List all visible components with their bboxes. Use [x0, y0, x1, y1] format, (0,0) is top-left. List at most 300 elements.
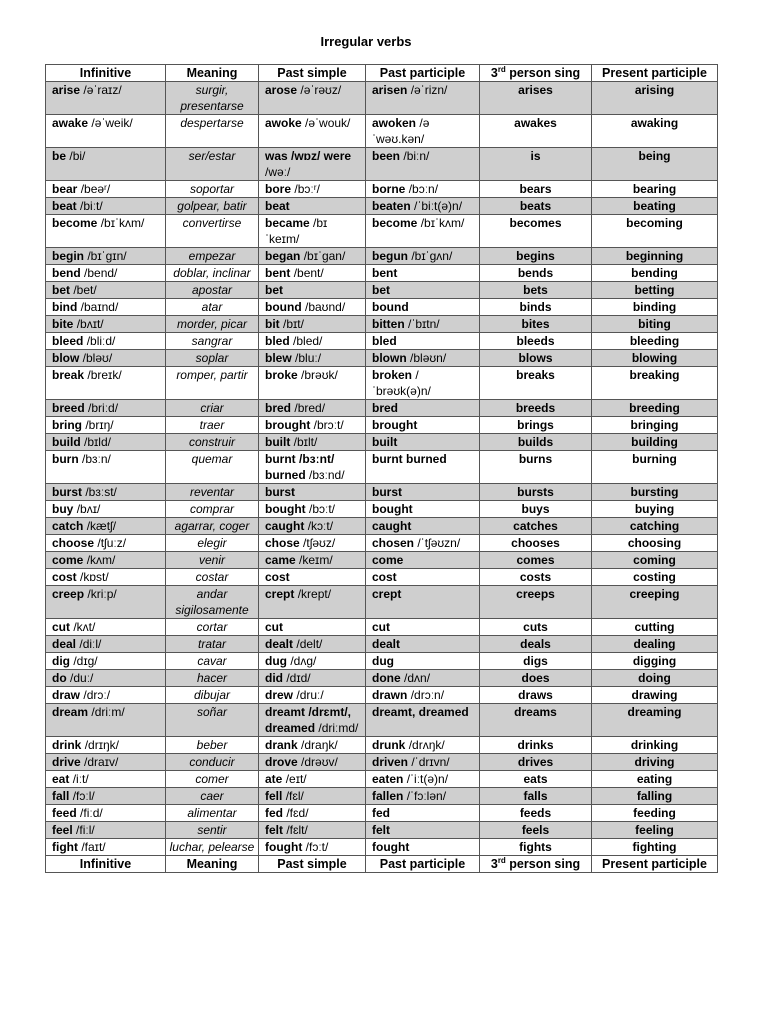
table-row — [46, 417, 718, 434]
infinitive-word: burn — [52, 452, 79, 466]
infinitive-word: choose — [52, 536, 95, 550]
infinitive-word: drink — [52, 738, 82, 752]
meaning-text: quemar — [191, 452, 233, 466]
past-simple-phonetic: /bent/ — [293, 266, 324, 280]
third-person-text: awakes — [514, 116, 557, 130]
infinitive-word: buy — [52, 502, 74, 516]
footer-infinitive: Infinitive — [46, 856, 166, 873]
infinitive-phonetic: /draɪv/ — [84, 755, 119, 769]
cell-meaning — [166, 350, 259, 367]
cell-present-participle — [592, 215, 718, 248]
infinitive-phonetic: /kʌt/ — [73, 620, 96, 634]
cell-past-participle — [366, 535, 480, 552]
cell-meaning — [166, 198, 259, 215]
cell-past-simple — [259, 148, 366, 181]
meaning-text: comprar — [189, 502, 234, 516]
past-participle-word: arisen — [372, 83, 408, 97]
cell-meaning — [166, 805, 259, 822]
present-participle-text: awaking — [630, 116, 679, 130]
cell-meaning — [166, 737, 259, 754]
past-simple-word: came — [265, 553, 296, 567]
past-simple-word: cut — [265, 620, 283, 634]
past-participle-word: bitten — [372, 317, 405, 331]
infinitive-word: breed — [52, 401, 85, 415]
cell-third-person — [480, 754, 592, 771]
cell-past-participle — [366, 115, 480, 148]
cell-infinitive — [46, 299, 166, 316]
third-person-text: comes — [516, 553, 555, 567]
infinitive-word: arise — [52, 83, 81, 97]
cell-past-participle — [366, 619, 480, 636]
present-participle-text: biting — [638, 317, 671, 331]
infinitive-word: cut — [52, 620, 70, 634]
past-simple-word: bore — [265, 182, 292, 196]
past-simple-word: built — [265, 435, 291, 449]
infinitive-word: do — [52, 671, 67, 685]
past-participle-word: dreamt, dreamed — [372, 705, 469, 719]
past-simple-phonetic: /fɛd/ — [286, 806, 309, 820]
present-participle-text: choosing — [627, 536, 682, 550]
past-participle-word: come — [372, 553, 404, 567]
cell-infinitive — [46, 839, 166, 856]
past-participle-phonetic: /bləʊn/ — [410, 351, 447, 365]
table-row — [46, 704, 718, 737]
present-participle-text: bearing — [632, 182, 677, 196]
cell-present-participle — [592, 805, 718, 822]
cell-meaning — [166, 451, 259, 484]
meaning-text: criar — [200, 401, 224, 415]
meaning-text: apostar — [191, 283, 233, 297]
cell-present-participle — [592, 501, 718, 518]
third-person-text: blows — [518, 351, 553, 365]
cell-meaning — [166, 653, 259, 670]
past-simple-word: fell — [265, 789, 283, 803]
past-participle-phonetic: /ˈtʃəʊzn/ — [417, 536, 461, 550]
past-simple-phonetic: /bɔːʳ/ — [294, 182, 320, 196]
table-row — [46, 839, 718, 856]
present-participle-text: driving — [634, 755, 675, 769]
table-row — [46, 215, 718, 248]
meaning-text: despertarse — [180, 116, 244, 130]
cell-third-person — [480, 115, 592, 148]
cell-infinitive — [46, 434, 166, 451]
cell-meaning — [166, 619, 259, 636]
past-simple-phonetic: /əˈwouk/ — [305, 116, 351, 130]
present-participle-text: bringing — [630, 418, 679, 432]
present-participle-text: dreaming — [627, 705, 682, 719]
past-simple-word: chose — [265, 536, 300, 550]
past-participle-word: burnt burned — [372, 452, 447, 466]
infinitive-word: feel — [52, 823, 73, 837]
table-row — [46, 451, 718, 484]
past-simple-word: dealt — [265, 637, 294, 651]
table-row — [46, 586, 718, 619]
cell-past-simple — [259, 248, 366, 265]
infinitive-phonetic: /iːt/ — [72, 772, 89, 786]
cell-meaning — [166, 181, 259, 198]
meaning-text: comer — [195, 772, 229, 786]
past-participle-word: felt — [372, 823, 390, 837]
infinitive-phonetic: /bɜːst/ — [85, 485, 117, 499]
cell-past-participle — [366, 333, 480, 350]
cell-past-simple — [259, 451, 366, 484]
past-simple-phonetic: /əˈrəʊz/ — [300, 83, 342, 97]
cell-past-simple — [259, 82, 366, 115]
present-participle-text: bleeding — [629, 334, 680, 348]
infinitive-phonetic: /baɪnd/ — [80, 300, 119, 314]
past-simple-phonetic: /fɔːt/ — [305, 840, 329, 854]
infinitive-phonetic: /kætʃ/ — [86, 519, 117, 533]
cell-infinitive — [46, 636, 166, 653]
meaning-text: cavar — [197, 654, 227, 668]
cell-meaning — [166, 248, 259, 265]
past-simple-word: cost — [265, 570, 290, 584]
past-participle-word: fought — [372, 840, 410, 854]
cell-infinitive — [46, 265, 166, 282]
past-participle-word: crept — [372, 587, 402, 601]
third-person-text: drives — [517, 755, 554, 769]
infinitive-word: feed — [52, 806, 77, 820]
past-simple-word: beat — [265, 199, 290, 213]
present-participle-text: burning — [632, 452, 677, 466]
infinitive-phonetic: /fiːl/ — [76, 823, 95, 837]
cell-past-simple — [259, 619, 366, 636]
table-row — [46, 333, 718, 350]
past-simple-phonetic: /delt/ — [296, 637, 323, 651]
cell-present-participle — [592, 82, 718, 115]
present-participle-text: arising — [634, 83, 675, 97]
cell-infinitive — [46, 619, 166, 636]
cell-past-participle — [366, 501, 480, 518]
infinitive-phonetic: /bet/ — [73, 283, 97, 297]
past-participle-word: bound — [372, 300, 409, 314]
cell-meaning — [166, 754, 259, 771]
cell-past-participle — [366, 451, 480, 484]
infinitive-phonetic: /beəʳ/ — [80, 182, 111, 196]
meaning-text: soplar — [195, 351, 229, 365]
past-participle-word: broken — [372, 368, 413, 382]
past-participle-word: brought — [372, 418, 418, 432]
cell-present-participle — [592, 653, 718, 670]
third-person-text: costs — [519, 570, 552, 584]
past-simple-word: fought — [265, 840, 303, 854]
infinitive-word: cost — [52, 570, 77, 584]
infinitive-phonetic: /bɪˈkʌm/ — [100, 216, 145, 230]
table-header-row — [46, 65, 718, 82]
cell-infinitive — [46, 704, 166, 737]
past-participle-word: borne — [372, 182, 406, 196]
meaning-text: caer — [200, 789, 224, 803]
cell-past-participle — [366, 839, 480, 856]
past-participle-word: bought — [372, 502, 413, 516]
cell-third-person — [480, 248, 592, 265]
infinitive-phonetic: /fɔːl/ — [72, 789, 95, 803]
cell-third-person — [480, 653, 592, 670]
cell-present-participle — [592, 148, 718, 181]
cell-past-simple — [259, 822, 366, 839]
cell-past-simple — [259, 367, 366, 400]
cell-past-participle — [366, 518, 480, 535]
cell-infinitive — [46, 501, 166, 518]
infinitive-word: creep — [52, 587, 85, 601]
cell-third-person — [480, 350, 592, 367]
infinitive-word: bind — [52, 300, 78, 314]
cell-past-simple — [259, 316, 366, 333]
past-simple-word: broke — [265, 368, 298, 382]
meaning-text: luchar, pelearse — [169, 840, 255, 854]
third-person-text: bends — [517, 266, 554, 280]
cell-present-participle — [592, 248, 718, 265]
past-participle-phonetic: /əˈwəʊ.kən/ — [372, 116, 430, 146]
infinitive-phonetic: /bʌɪt/ — [76, 317, 104, 331]
present-participle-text: beginning — [625, 249, 684, 263]
table-row — [46, 737, 718, 754]
past-simple-word: did — [265, 671, 283, 685]
cell-past-simple — [259, 400, 366, 417]
cell-past-participle — [366, 82, 480, 115]
cell-infinitive — [46, 316, 166, 333]
infinitive-phonetic: /dɪg/ — [73, 654, 98, 668]
infinitive-word: become — [52, 216, 98, 230]
present-participle-text: bending — [631, 266, 678, 280]
cell-infinitive — [46, 282, 166, 299]
cell-meaning — [166, 771, 259, 788]
cell-present-participle — [592, 535, 718, 552]
cell-present-participle — [592, 670, 718, 687]
third-person-text: bets — [523, 283, 548, 297]
present-participle-text: bursting — [630, 485, 679, 499]
table-row — [46, 316, 718, 333]
past-participle-word: chosen — [372, 536, 415, 550]
table-row — [46, 670, 718, 687]
cell-infinitive — [46, 653, 166, 670]
third-person-text: builds — [517, 435, 554, 449]
infinitive-phonetic: /bləʊ/ — [82, 351, 113, 365]
table-row — [46, 518, 718, 535]
cell-present-participle — [592, 400, 718, 417]
third-person-text: draws — [518, 688, 553, 702]
infinitive-word: bring — [52, 418, 82, 432]
present-participle-text: costing — [633, 570, 676, 584]
cell-past-participle — [366, 704, 480, 737]
cell-past-simple — [259, 737, 366, 754]
third-person-text: feeds — [519, 806, 552, 820]
past-simple-word: bet — [265, 283, 283, 297]
past-simple-word: burst — [265, 485, 295, 499]
meaning-text: elegir — [197, 536, 227, 550]
table-row — [46, 501, 718, 518]
meaning-text: sentir — [197, 823, 227, 837]
infinitive-phonetic: /bend/ — [84, 266, 118, 280]
cell-past-simple — [259, 198, 366, 215]
present-participle-text: digging — [632, 654, 677, 668]
past-simple-word: bit — [265, 317, 280, 331]
past-participle-word: drawn — [372, 688, 408, 702]
cell-present-participle — [592, 333, 718, 350]
present-participle-text: binding — [632, 300, 677, 314]
present-participle-text: coming — [633, 553, 676, 567]
cell-past-participle — [366, 148, 480, 181]
infinitive-word: awake — [52, 116, 89, 130]
cell-past-participle — [366, 805, 480, 822]
cell-past-participle — [366, 350, 480, 367]
cell-meaning — [166, 316, 259, 333]
cell-meaning — [166, 333, 259, 350]
meaning-text: andar sigilosamente — [175, 587, 249, 617]
cell-infinitive — [46, 400, 166, 417]
present-participle-text: being — [638, 149, 671, 163]
cell-meaning — [166, 501, 259, 518]
meaning-text: reventar — [189, 485, 235, 499]
cell-present-participle — [592, 822, 718, 839]
cell-past-simple — [259, 535, 366, 552]
past-simple-word: brought — [265, 418, 311, 432]
third-person-text: bears — [519, 182, 552, 196]
cell-third-person — [480, 586, 592, 619]
infinitive-word: fight — [52, 840, 78, 854]
irregular-verbs-table — [45, 64, 718, 873]
cell-past-simple — [259, 569, 366, 586]
cell-present-participle — [592, 771, 718, 788]
past-participle-word: begun — [372, 249, 408, 263]
cell-past-simple — [259, 805, 366, 822]
past-participle-word: bent — [372, 266, 398, 280]
cell-third-person — [480, 299, 592, 316]
past-simple-word: crept — [265, 587, 295, 601]
cell-infinitive — [46, 417, 166, 434]
header-third-person-text: person sing — [505, 66, 581, 80]
infinitive-word: begin — [52, 249, 84, 263]
footer-third-person-text: person sing — [505, 857, 581, 871]
header-present-participle: Present participle — [592, 65, 718, 82]
cell-present-participle — [592, 265, 718, 282]
infinitive-phonetic: /bliːd/ — [86, 334, 116, 348]
cell-meaning — [166, 115, 259, 148]
table-row — [46, 771, 718, 788]
third-person-text: breeds — [515, 401, 556, 415]
cell-past-participle — [366, 367, 480, 400]
past-simple-phonetic: /bled/ — [293, 334, 323, 348]
table-row — [46, 653, 718, 670]
past-participle-word: dealt — [372, 637, 401, 651]
meaning-text: convertirse — [182, 216, 242, 230]
cell-third-person — [480, 215, 592, 248]
cell-third-person — [480, 484, 592, 501]
cell-present-participle — [592, 569, 718, 586]
header-third-person-num: 3 — [490, 66, 498, 80]
past-simple-phonetic: /druː/ — [296, 688, 324, 702]
footer-past-simple: Past simple — [259, 856, 366, 873]
meaning-text: agarrar, coger — [174, 519, 250, 533]
infinitive-phonetic: /driːm/ — [91, 705, 125, 719]
third-person-text: drinks — [517, 738, 554, 752]
cell-third-person — [480, 316, 592, 333]
past-simple-phonetic: /bɪlt/ — [293, 435, 318, 449]
cell-present-participle — [592, 484, 718, 501]
cell-present-participle — [592, 619, 718, 636]
cell-third-person — [480, 737, 592, 754]
past-participle-word: fallen — [372, 789, 404, 803]
cell-infinitive — [46, 333, 166, 350]
meaning-text: doblar, inclinar — [173, 266, 251, 280]
cell-third-person — [480, 771, 592, 788]
cell-past-participle — [366, 636, 480, 653]
footer-third-person — [480, 856, 592, 873]
cell-present-participle — [592, 839, 718, 856]
meaning-text: ser/estar — [188, 149, 236, 163]
past-simple-phonetic: /bluː/ — [295, 351, 322, 365]
cell-meaning — [166, 636, 259, 653]
infinitive-word: come — [52, 553, 84, 567]
table-row — [46, 282, 718, 299]
cell-meaning — [166, 569, 259, 586]
past-simple-word: dug — [265, 654, 287, 668]
past-simple-word: arose — [265, 83, 298, 97]
cell-meaning — [166, 687, 259, 704]
cell-past-simple — [259, 434, 366, 451]
cell-meaning — [166, 518, 259, 535]
cell-third-person — [480, 569, 592, 586]
table-row — [46, 619, 718, 636]
cell-infinitive — [46, 350, 166, 367]
third-person-text: bursts — [517, 485, 554, 499]
cell-meaning — [166, 788, 259, 805]
cell-third-person — [480, 501, 592, 518]
past-simple-phonetic: /dʌg/ — [290, 654, 317, 668]
present-participle-text: breeding — [629, 401, 680, 415]
cell-infinitive — [46, 484, 166, 501]
table-row — [46, 248, 718, 265]
third-person-text: feels — [521, 823, 550, 837]
cell-meaning — [166, 400, 259, 417]
past-simple-phonetic: /fɛl/ — [285, 789, 304, 803]
cell-past-simple — [259, 670, 366, 687]
past-simple-phonetic: /fɛlt/ — [286, 823, 308, 837]
past-simple-phonetic: /wəː/ — [265, 165, 291, 179]
table-row — [46, 552, 718, 569]
present-participle-text: cutting — [634, 620, 675, 634]
past-participle-word: bred — [372, 401, 399, 415]
past-simple-phonetic: /bɪˈgan/ — [303, 249, 346, 263]
cell-present-participle — [592, 518, 718, 535]
cell-third-person — [480, 535, 592, 552]
cell-infinitive — [46, 535, 166, 552]
cell-past-participle — [366, 737, 480, 754]
cell-third-person — [480, 839, 592, 856]
table-row — [46, 805, 718, 822]
cell-infinitive — [46, 754, 166, 771]
present-participle-text: blowing — [631, 351, 678, 365]
table-body — [46, 82, 718, 856]
cell-third-person — [480, 552, 592, 569]
cell-third-person — [480, 417, 592, 434]
past-participle-word: caught — [372, 519, 412, 533]
footer-past-participle: Past participle — [366, 856, 480, 873]
past-participle-word: built — [372, 435, 398, 449]
meaning-text: beber — [196, 738, 228, 752]
cell-third-person — [480, 822, 592, 839]
cell-present-participle — [592, 115, 718, 148]
cell-third-person — [480, 198, 592, 215]
cell-past-simple — [259, 501, 366, 518]
infinitive-word: bet — [52, 283, 70, 297]
cell-past-participle — [366, 552, 480, 569]
cell-present-participle — [592, 552, 718, 569]
past-simple-phonetic: /bɪt/ — [283, 317, 304, 331]
cell-infinitive — [46, 805, 166, 822]
cell-present-participle — [592, 417, 718, 434]
cell-past-simple — [259, 653, 366, 670]
